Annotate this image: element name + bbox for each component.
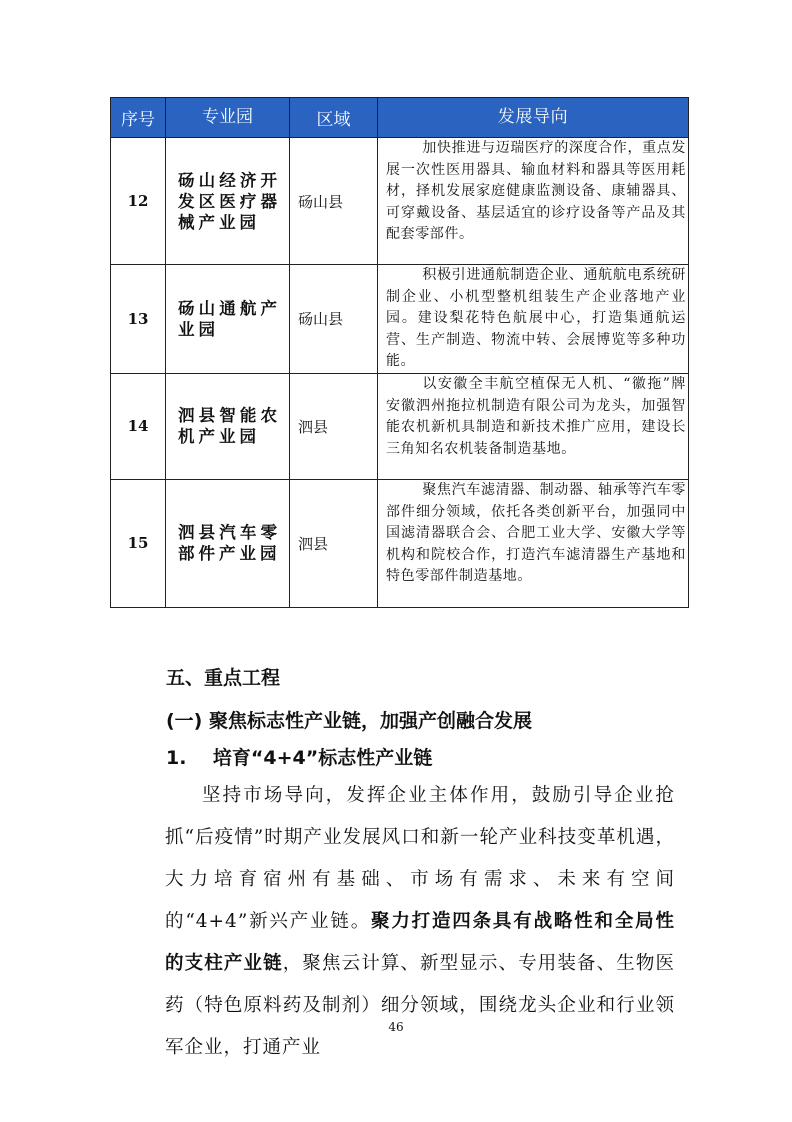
area-name: 泗县 <box>290 373 378 479</box>
table-row <box>111 479 689 607</box>
table-row <box>111 265 689 374</box>
park-name: 泗县汽车零部件产业园 <box>166 479 290 607</box>
area-name: 砀山县 <box>290 138 378 265</box>
header-no: 序号 <box>111 98 166 138</box>
header-area: 区域 <box>290 98 378 138</box>
section-title: 五、重点工程 <box>166 667 281 689</box>
park-name: 泗县智能农机产业园 <box>166 373 290 479</box>
subsection-title: (一) 聚焦标志性产业链，加强产创融合发展 <box>166 710 532 732</box>
paragraph-text: 坚持市场导向，发挥企业主体作用，鼓励引导企业抢抓“后疫情”时期产业发展风口和新一轮产业科技变革机遇，大力培育宿州有基础、市场有需求、未来有空间的“4+4”新兴产业链。 <box>165 785 675 932</box>
industrial-park-table <box>110 97 689 608</box>
header-park: 专业园 <box>166 98 290 138</box>
table-header-row <box>111 98 689 138</box>
page-number: 46 <box>388 1020 404 1034</box>
development-direction: 积极引进通航制造企业、通航航电系统研制企业、小机型整机组装生产企业落地产业园。建设梨花特色航展中心，打造集通航运营、生产制造、物流中转、会展博览等多种功能。 <box>378 265 689 374</box>
row-number: 14 <box>111 373 166 479</box>
row-number: 12 <box>111 138 166 265</box>
row-number: 15 <box>111 479 166 607</box>
paragraph-text-continued: ，聚焦云计算、新型显示、专用装备、生物医药（特色原料药及制剂）细分领域，围绕龙头企业和行业领军企业，打通产业 <box>165 953 675 1058</box>
table-row <box>111 138 689 265</box>
development-direction: 聚焦汽车滤清器、制动器、轴承等汽车零部件细分领域，依托各类创新平台，加强同中国滤清器联合会、合肥工业大学、安徽大学等机构和院校合作，打造汽车滤清器生产基地和特色零部件制造基地。 <box>378 479 689 607</box>
development-direction: 以安徽全丰航空植保无人机、“徽拖”牌安徽泗州拖拉机制造有限公司为龙头，加强智能农机新机具制造和新技术推广应用，建设长三角知名农机装备制造基地。 <box>378 373 689 479</box>
header-direction: 发展导向 <box>378 98 689 138</box>
item-title: 1. 培育“4+4”标志性产业链 <box>166 747 433 769</box>
paragraph-bold-text: 聚力打造四条具有战略性和全局性的支柱产业链 <box>165 911 675 974</box>
park-name: 砀山经济开发区医疗器械产业园 <box>166 138 290 265</box>
table-row <box>111 373 689 479</box>
development-direction: 加快推进与迈瑞医疗的深度合作，重点发展一次性医用器具、输血材料和器具等医用耗材，择机发展家庭健康监测设备、康辅器具、可穿戴设备、基层适宜的诊疗设备等产品及其配套零部件。 <box>378 138 689 265</box>
row-number: 13 <box>111 265 166 374</box>
park-name: 砀山通航产业园 <box>166 265 290 374</box>
area-name: 砀山县 <box>290 265 378 374</box>
area-name: 泗县 <box>290 479 378 607</box>
